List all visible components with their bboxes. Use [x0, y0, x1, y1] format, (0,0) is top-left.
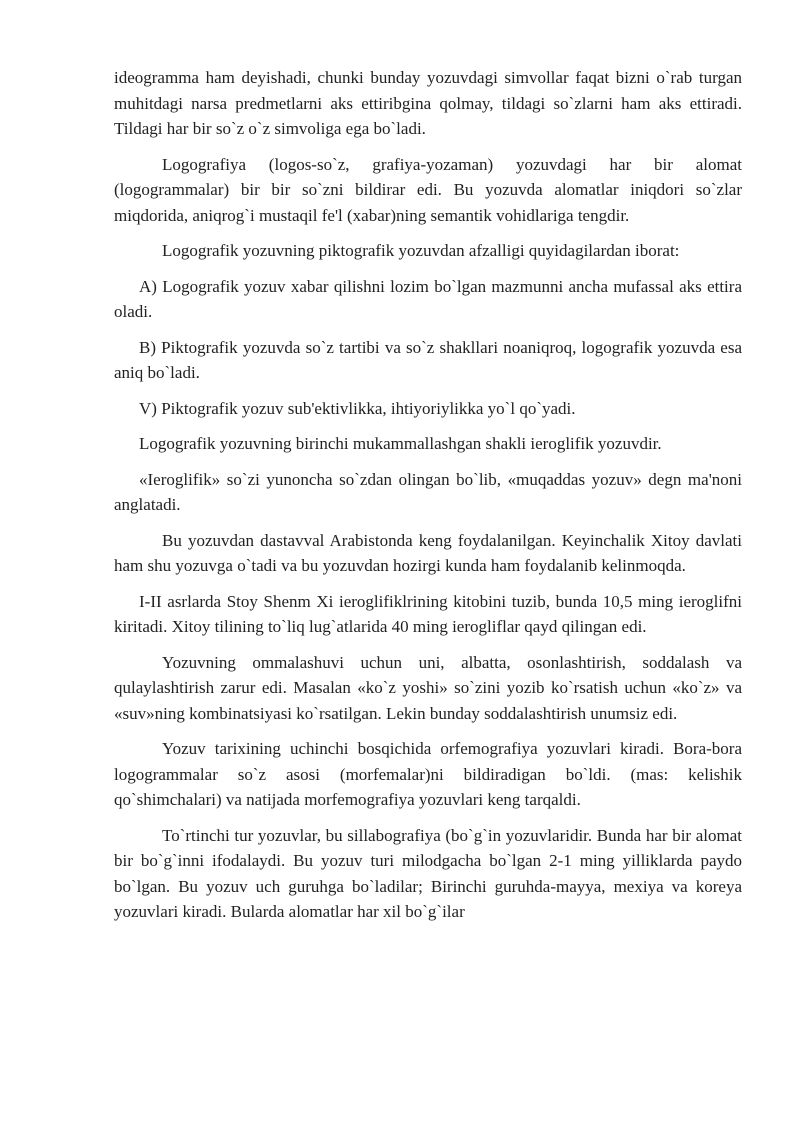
paragraph-ideogramma: ideogramma ham deyishadi, chunki bunday yozuvdagi simvollar faqat bizni o`rab turgan muhitdagi narsa predmetlarni aks ettiribgina qolmay, tildagi so`zlarni ham aks ettiradi. Tildagi har bir so`z o`z simvoliga ega bo`ladi.	[114, 68, 742, 138]
list-item-v: V) Piktografik yozuv sub'ektivlikka, ihtiyoriylikka yo`l qo`yadi.	[139, 398, 576, 418]
paragraph-ommalashuvi: Yozuvning ommalashuvi uchun uni, albatta, osonlashtirish, soddalash va qulaylashtirish zarur edi. Masalan «ko`z yoshi» so`zini yozib ko`rsatish uchun «ko`z» va «suv»ning kombinatsiyasi ko`rsatilgan. Lekin bunday soddalashtirish unumsiz edi.	[114, 652, 742, 723]
paragraph-asrlarda: I-II asrlarda Stoy Shenm Xi ieroglifiklrining kitobini tuzib, bunda 10,5 ming ieroglifni kiritadi. Xitoy tilining to`liq lug`atlarida 40 ming ierogliflar qayd qilingan edi.	[114, 591, 742, 636]
list-item-a: A) Logografik yozuv xabar qilishni lozim bo`lgan mazmunni ancha mufassal aks ettira oladi.	[114, 276, 742, 321]
paragraph-logografiya: Logografiya (logos-so`z, grafiya-yozaman) yozuvdagi har bir alomat (logogrammalar) bir bir so`zni bildirar edi. Bu yozuvda alomatlar iniqdori so`zlar miqdorida, aniqrog`i mustaqil fe'l (xabar)ning semantik vohidlariga tengdir.	[114, 154, 742, 225]
paragraph-tortinchi-tur: To`rtinchi tur yozuvlar, bu sillabografiya (bo`g`in yozuvlaridir. Bunda har bir alomat bir bo`g`inni ifodalaydi. Bu yozuv turi milodgacha bo`lgan 2-1 ming yilliklarda paydo bo`lgan. Bu yozuv uch guruhga bo`ladilar; Birinchi guruhda-mayya, mexiya va koreya yozuvlari kiradi. Bularda alomatlar har xil bo`g`ilar	[114, 825, 742, 921]
paragraph-afzalligi: Logografik yozuvning piktografik yozuvdan afzalligi quyidagilardan iborat:	[162, 241, 680, 260]
paragraph-ieroglifik-soz: «Ieroglifik» so`zi yunoncha so`zdan olingan bo`lib, «muqaddas yozuv» degn ma'noni anglatadi.	[114, 469, 742, 514]
paragraph-uchinchi-bosqich: Yozuv tarixining uchinchi bosqichida orfemografiya yozuvlari kiradi. Bora-bora logogrammalar so`z asosi (morfemalar)ni bildiradigan bo`ldi. (mas: kelishik qo`shimchalari) va natijada morfemografiya yozuvlari keng tarqaldi.	[114, 739, 742, 809]
paragraph-arabiston: Bu yozuvdan dastavval Arabistonda keng foydalanilgan. Keyinchalik Xitoy davlati ham shu yozuvga o`tadi va bu yozuvdan hozirgi kunda ham foydalanib kelinmoqda.	[114, 530, 742, 575]
document-body	[114, 65, 742, 925]
paragraph-ieroglifik-shakl: Logografik yozuvning birinchi mukammallashgan shakli ieroglifik yozuvdir.	[139, 434, 662, 453]
list-item-b: B) Piktografik yozuvda so`z tartibi va so`z shakllari noaniqroq, logografik yozuvda esa aniq bo`ladi.	[114, 337, 742, 382]
